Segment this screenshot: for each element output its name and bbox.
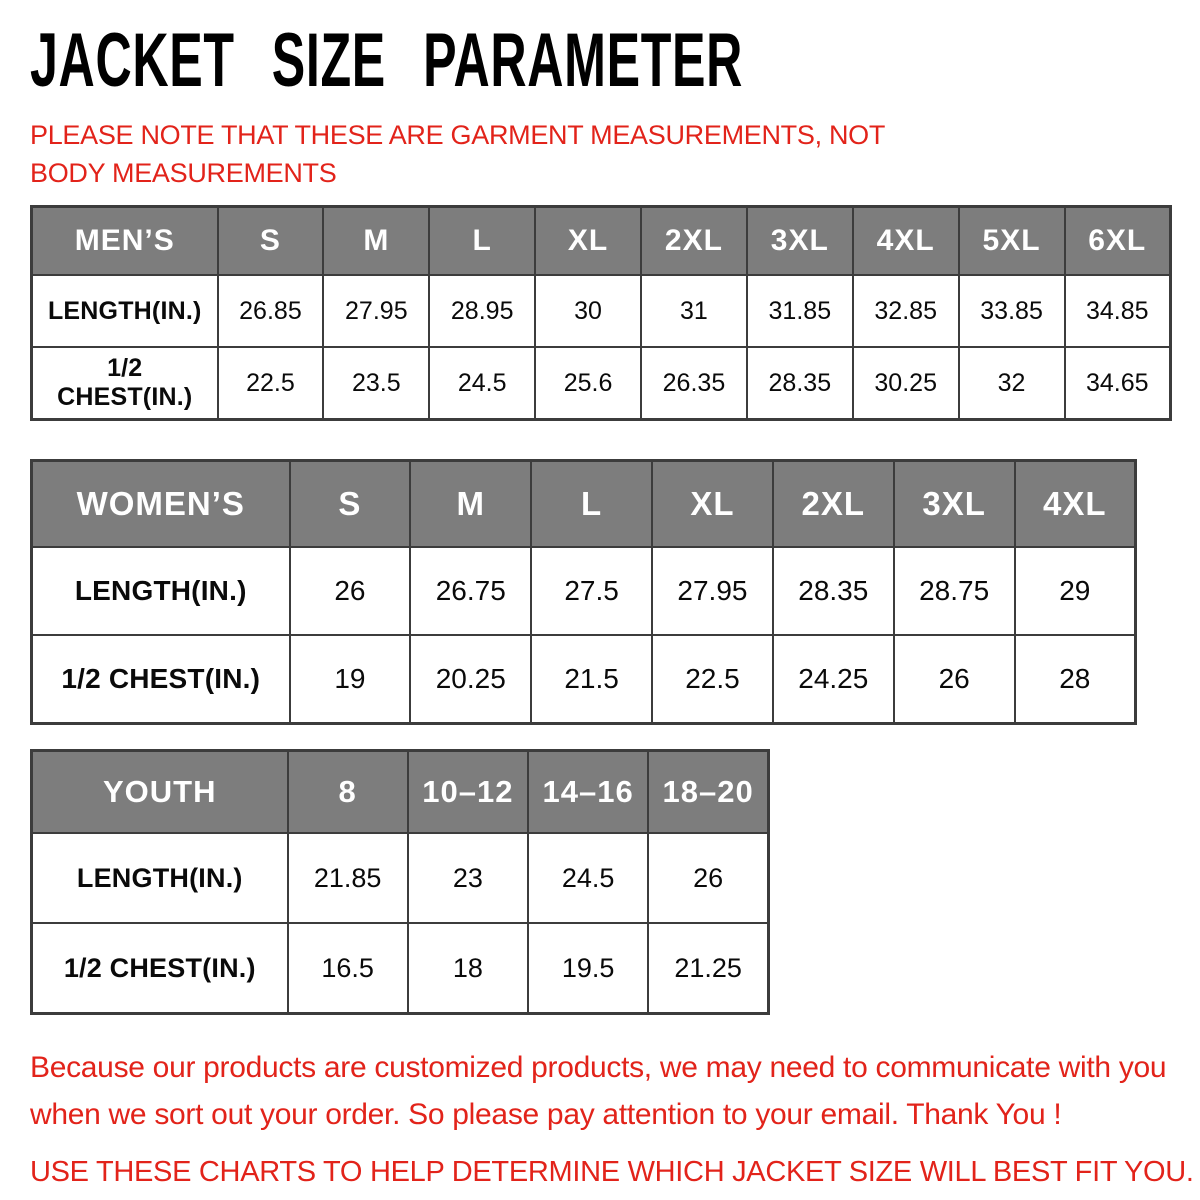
size-column-header: XL	[652, 461, 773, 548]
size-column-header: 10–12	[408, 751, 528, 834]
size-column-header: 5XL	[959, 207, 1065, 276]
measurement-value-cell: 31	[641, 275, 747, 347]
measurement-value-cell: 23	[408, 833, 528, 923]
size-header-row	[32, 461, 1136, 548]
measurement-value-cell: 26.35	[641, 347, 747, 420]
measurement-value-cell: 18	[408, 923, 528, 1014]
measurement-value-cell: 30.25	[853, 347, 959, 420]
measurement-row	[32, 635, 1136, 724]
size-column-header: S	[218, 207, 324, 276]
measurement-value-cell: 33.85	[959, 275, 1065, 347]
measurement-value-cell: 19.5	[528, 923, 648, 1014]
youth-size-table	[30, 749, 770, 1015]
size-column-header: 8	[288, 751, 408, 834]
womens-size-table	[30, 459, 1137, 725]
measurement-value-cell: 23.5	[323, 347, 429, 420]
size-column-header: 4XL	[853, 207, 959, 276]
page-title	[30, 18, 1172, 103]
measurement-value-cell: 26	[894, 635, 1015, 724]
measurement-value-cell: 28.35	[747, 347, 853, 420]
page-title-text: JACKET SIZE PARAMETER	[30, 18, 743, 103]
measurement-value-cell: 20.25	[410, 635, 531, 724]
measurement-value-cell: 32.85	[853, 275, 959, 347]
table-title-cell: YOUTH	[32, 751, 288, 834]
size-column-header: 18–20	[648, 751, 768, 834]
measurement-value-cell: 26.75	[410, 547, 531, 635]
measurement-value-cell: 29	[1015, 547, 1136, 635]
measurement-value-cell: 32	[959, 347, 1065, 420]
size-header-row	[32, 207, 1171, 276]
measurement-row	[32, 923, 769, 1014]
size-column-header: M	[323, 207, 429, 276]
measurement-value-cell: 16.5	[288, 923, 408, 1014]
measurement-row-label: 1/2 CHEST(IN.)	[32, 923, 288, 1014]
usage-instruction: USE THESE CHARTS TO HELP DETERMINE WHICH JACKET SIZE WILL BEST FIT YOU.	[30, 1156, 1194, 1189]
customization-notice-line-1: Because our products are customized products, we may need to communicate with you	[30, 1051, 1167, 1085]
measurement-row	[32, 833, 769, 923]
size-column-header: XL	[535, 207, 641, 276]
measurement-row-label: LENGTH(IN.)	[32, 833, 288, 923]
measurement-value-cell: 27.5	[531, 547, 652, 635]
size-column-header: M	[410, 461, 531, 548]
measurement-value-cell: 26	[648, 833, 768, 923]
size-column-header: S	[290, 461, 411, 548]
size-column-header: L	[531, 461, 652, 548]
measurement-value-cell: 28.35	[773, 547, 894, 635]
measurement-value-cell: 26	[290, 547, 411, 635]
size-header-row	[32, 751, 769, 834]
size-column-header: 2XL	[641, 207, 747, 276]
measurement-row-label: LENGTH(IN.)	[32, 547, 290, 635]
table-title-cell: WOMEN’S	[32, 461, 290, 548]
measurement-value-cell: 28	[1015, 635, 1136, 724]
measurement-value-cell: 27.95	[323, 275, 429, 347]
measurement-value-cell: 27.95	[652, 547, 773, 635]
measurement-value-cell: 21.85	[288, 833, 408, 923]
measurement-value-cell: 24.5	[528, 833, 648, 923]
size-column-header: 6XL	[1065, 207, 1171, 276]
measurement-value-cell: 22.5	[218, 347, 324, 420]
measurement-row-label: LENGTH(IN.)	[32, 275, 218, 347]
measurement-value-cell: 25.6	[535, 347, 641, 420]
measurement-row	[32, 275, 1171, 347]
measurement-value-cell: 21.5	[531, 635, 652, 724]
measurement-value-cell: 28.95	[429, 275, 535, 347]
measurement-value-cell: 24.5	[429, 347, 535, 420]
measurement-value-cell: 31.85	[747, 275, 853, 347]
measurement-row	[32, 347, 1171, 420]
customization-notice-line-2: when we sort out your order. So please pay attention to your email. Thank You !	[30, 1097, 1062, 1131]
size-column-header: 14–16	[528, 751, 648, 834]
mens-size-table	[30, 205, 1172, 421]
size-column-header: 3XL	[894, 461, 1015, 548]
size-column-header: 2XL	[773, 461, 894, 548]
measurement-value-cell: 26.85	[218, 275, 324, 347]
measurement-value-cell: 30	[535, 275, 641, 347]
measurement-row-label: 1/2 CHEST(IN.)	[32, 347, 218, 420]
customization-notice	[30, 1045, 1172, 1138]
table-title-cell: MEN’S	[32, 207, 218, 276]
size-column-header: 3XL	[747, 207, 853, 276]
measurement-value-cell: 19	[290, 635, 411, 724]
measurement-value-cell: 24.25	[773, 635, 894, 724]
measurement-value-cell: 34.85	[1065, 275, 1171, 347]
size-column-header: 4XL	[1015, 461, 1136, 548]
measurement-value-cell: 21.25	[648, 923, 768, 1014]
measurement-value-cell: 34.65	[1065, 347, 1171, 420]
measurement-row-label: 1/2 CHEST(IN.)	[32, 635, 290, 724]
measurement-value-cell: 28.75	[894, 547, 1015, 635]
measurement-row	[32, 547, 1136, 635]
garment-measurement-note: PLEASE NOTE THAT THESE ARE GARMENT MEASUREMENTS, NOT BODY MEASUREMENTS	[30, 119, 885, 188]
measurement-value-cell: 22.5	[652, 635, 773, 724]
size-column-header: L	[429, 207, 535, 276]
